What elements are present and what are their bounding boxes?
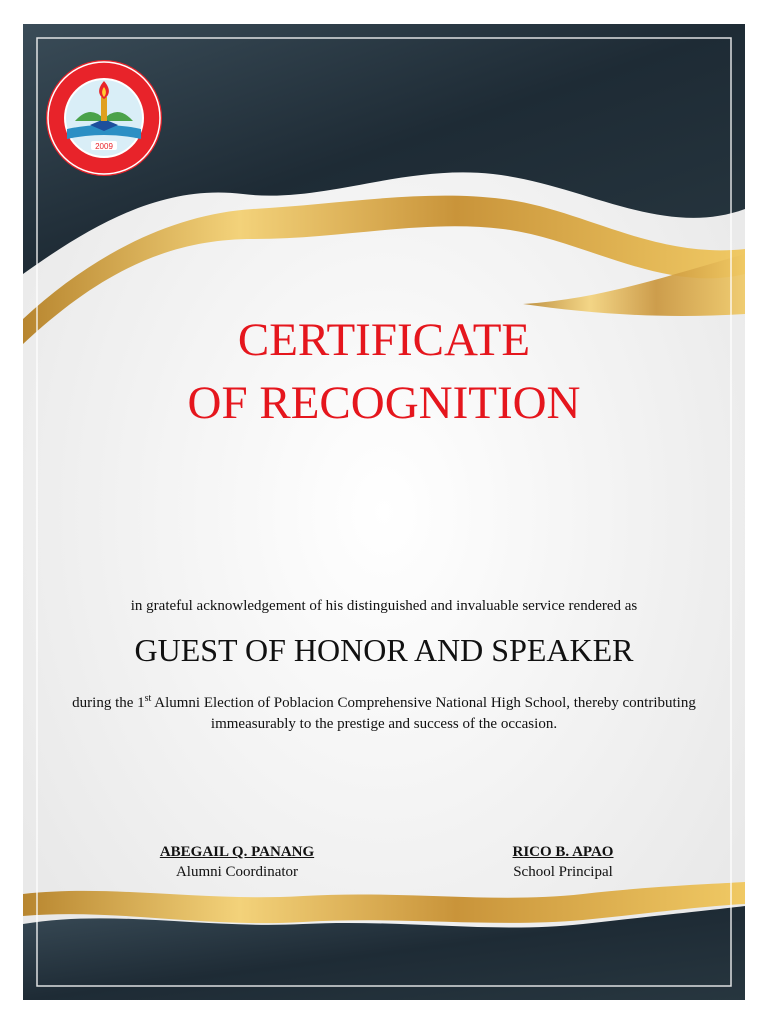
certificate [23,24,745,1000]
body-text-post: Alumni Election of Poblacion Comprehensive National High School, thereby contributing immeasurably to the prestige and success of the occasion. [151,695,696,732]
signatory-right [433,844,693,881]
signatory-role: School Principal [513,864,613,880]
body-text-pre: during the 1 [72,695,145,711]
title-line-2: OF RECOGNITION [187,377,581,429]
body-text-superscript: st [144,693,152,704]
signatory-left [107,844,367,881]
school-seal-icon [45,59,163,177]
signatory-name: ABEGAIL Q. PANANG [159,844,315,860]
honor-title: GUEST OF HONOR AND SPEAKER [134,632,634,668]
title-line-1: CERTIFICATE [237,314,531,366]
signatory-name: RICO B. APAO [512,844,614,860]
body-text [53,693,715,735]
seal-year: 2009 [95,142,113,151]
signatory-role: Alumni Coordinator [175,864,299,880]
intro-text: in grateful acknowledgement of his distinguished and invaluable service rendered as [130,598,638,614]
